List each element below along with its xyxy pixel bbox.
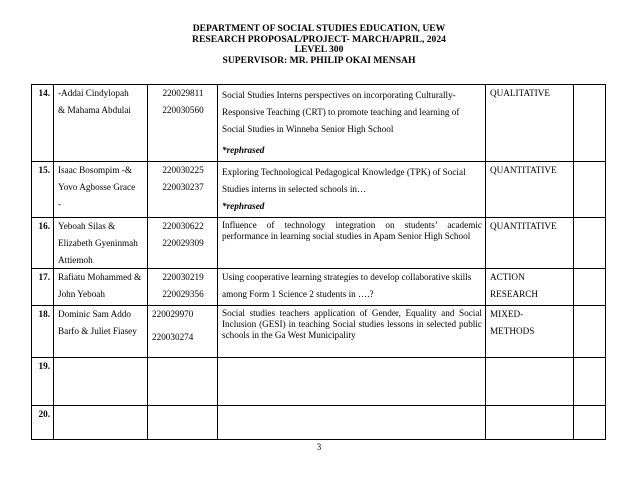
index-number: 220030225 xyxy=(162,165,204,175)
student-names xyxy=(54,85,148,162)
index-number: 220029970 xyxy=(152,309,194,319)
table-row xyxy=(32,358,606,406)
topic-line: Social Studies Interns perspectives on incorporating Culturally- xyxy=(222,90,456,100)
row-number: 14. xyxy=(32,85,54,162)
student-name: Isaac Bosompim -& xyxy=(58,165,132,175)
research-topic xyxy=(218,162,486,218)
rephrased-note: *rephrased xyxy=(222,145,265,155)
header-proposal: RESEARCH PROPOSAL/PROJECT- MARCH/APRIL, 2024 xyxy=(192,33,446,45)
row-number: 20. xyxy=(32,406,54,440)
index-numbers xyxy=(148,358,218,406)
row-number: 15. xyxy=(32,162,54,218)
student-name: -Addai Cindylopah xyxy=(58,88,129,98)
method-label: QUANTITATIVE xyxy=(490,165,557,175)
research-method xyxy=(486,406,574,440)
index-numbers xyxy=(148,218,218,269)
index-numbers xyxy=(148,162,218,218)
table-row xyxy=(32,85,606,162)
index-numbers xyxy=(148,85,218,162)
research-topic xyxy=(218,306,486,358)
remarks-cell xyxy=(574,218,606,269)
table-row xyxy=(32,406,606,440)
table-row xyxy=(32,269,606,306)
row-number: 18. xyxy=(32,306,54,358)
index-number: 220029811 xyxy=(162,88,204,98)
research-method xyxy=(486,162,574,218)
header-department: DEPARTMENT OF SOCIAL STUDIES EDUCATION, UEW xyxy=(192,23,446,34)
student-name: Barfo & Juliet Fiasey xyxy=(58,326,137,336)
topic-line: Studies interns in selected schools in… xyxy=(222,184,367,194)
method-label: MIXED- xyxy=(490,309,524,319)
research-method xyxy=(486,306,574,358)
student-name: Yeboah Silas & xyxy=(58,221,116,231)
student-name: John Yeboah xyxy=(58,289,105,299)
method-label: QUANTITATIVE xyxy=(490,221,557,231)
remarks-cell xyxy=(574,406,606,440)
method-label: ACTION xyxy=(490,272,525,282)
research-topic xyxy=(218,218,486,269)
student-name: Rafiatu Mohammed & xyxy=(58,272,142,282)
index-number: 220030219 xyxy=(162,272,204,282)
document-header xyxy=(0,24,638,66)
index-numbers xyxy=(148,406,218,440)
method-label: METHODS xyxy=(490,326,535,336)
index-numbers xyxy=(148,269,218,306)
research-method xyxy=(486,269,574,306)
student-names xyxy=(54,218,148,269)
index-number: 220029356 xyxy=(162,289,204,299)
student-name: - xyxy=(58,199,62,209)
student-names xyxy=(54,406,148,440)
student-name: Attiemoh xyxy=(58,255,93,265)
student-names xyxy=(54,162,148,218)
research-topic xyxy=(218,269,486,306)
index-number: 220030560 xyxy=(162,105,204,115)
rephrased-note: *rephrased xyxy=(222,201,265,211)
student-names xyxy=(54,269,148,306)
student-name: Elizabeth Gyeninmah xyxy=(58,238,138,248)
research-topic xyxy=(218,358,486,406)
index-number: 220030274 xyxy=(152,332,194,342)
index-number: 220029309 xyxy=(162,238,204,248)
header-level: LEVEL 300 xyxy=(294,44,344,55)
row-number: 19. xyxy=(32,358,54,406)
index-number: 220030237 xyxy=(162,182,204,192)
remarks-cell xyxy=(574,85,606,162)
row-number: 16. xyxy=(32,218,54,269)
topic-line: Social Studies in Winneba Senior High School xyxy=(222,124,394,134)
research-method xyxy=(486,358,574,406)
topic-line: Influence of technology integration on students’ academic performance in learning social studies in Apam Senior High School xyxy=(222,220,482,241)
topic-line: Social studies teachers application of Gender, Equality and Social Inclusion (GESI) in teaching Social studies lessons in selected public schools in the Ga West Municipality xyxy=(222,308,482,340)
remarks-cell xyxy=(574,269,606,306)
header-supervisor: SUPERVISOR: MR. PHILIP OKAI MENSAH xyxy=(222,54,416,66)
remarks-cell xyxy=(574,358,606,406)
student-name: & Mahama Abdulai xyxy=(58,105,131,115)
remarks-cell xyxy=(574,306,606,358)
table-row xyxy=(32,162,606,218)
page-number: 3 xyxy=(316,442,322,452)
student-names xyxy=(54,306,148,358)
topic-line: Exploring Technological Pedagogical Knowledge (TPK) of Social xyxy=(222,167,466,177)
research-method xyxy=(486,218,574,269)
index-numbers xyxy=(148,306,218,358)
topic-line: Using cooperative learning strategies to develop collaborative skills xyxy=(222,272,472,282)
student-name: Dominic Sam Addo xyxy=(58,309,131,319)
topic-line: among Form 1 Science 2 students in ….? xyxy=(222,289,374,299)
remarks-cell xyxy=(574,162,606,218)
student-name: Yovo Agbosse Grace xyxy=(58,182,136,192)
research-topic xyxy=(218,85,486,162)
student-names xyxy=(54,358,148,406)
table-row xyxy=(32,306,606,358)
method-label: RESEARCH xyxy=(490,289,538,299)
method-label: QUALITATIVE xyxy=(490,88,550,98)
topic-line: Responsive Teaching (CRT) to promote teaching and learning of xyxy=(222,107,460,117)
research-method xyxy=(486,85,574,162)
row-number: 17. xyxy=(32,269,54,306)
proposal-table xyxy=(31,84,606,440)
table-row xyxy=(32,218,606,269)
research-topic xyxy=(218,406,486,440)
index-number: 220030622 xyxy=(162,221,204,231)
